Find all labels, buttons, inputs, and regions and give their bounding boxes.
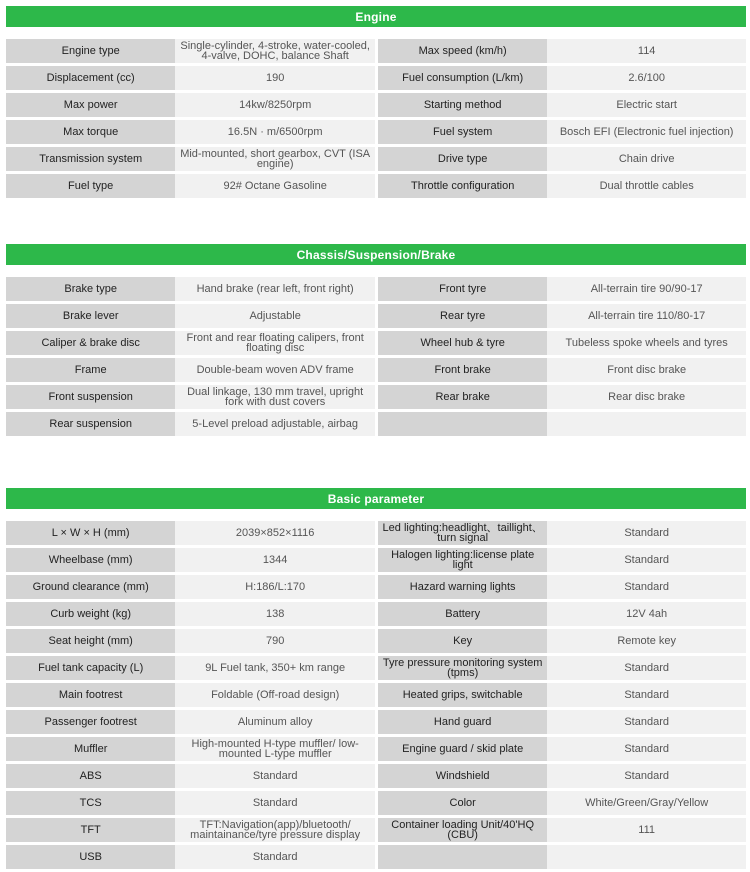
spec-row: [6, 764, 746, 788]
spec-value: Standard: [547, 764, 746, 788]
chassis-section-header: Chassis/Suspension/Brake: [6, 244, 746, 265]
spec-label: Engine guard / skid plate: [378, 737, 547, 761]
spec-row: [6, 412, 746, 436]
spec-label: TFT: [6, 818, 175, 842]
spec-row: [6, 521, 746, 545]
chassis-spec-table: [6, 274, 746, 439]
spec-label: USB: [6, 845, 175, 869]
spec-label: Seat height (mm): [6, 629, 175, 653]
spec-label: Tyre pressure monitoring system (tpms): [378, 656, 547, 680]
spec-label: Wheelbase (mm): [6, 548, 175, 572]
spec-value: 790: [175, 629, 375, 653]
spec-label: ABS: [6, 764, 175, 788]
spec-label: Starting method: [378, 93, 547, 117]
spec-value: Dual throttle cables: [547, 174, 746, 198]
spec-row: [6, 629, 746, 653]
spec-value: Standard: [547, 737, 746, 761]
spec-value: 114: [547, 39, 746, 63]
spec-label: TCS: [6, 791, 175, 815]
spec-row: [6, 737, 746, 761]
spec-label: Container loading Unit/40'HQ (CBU): [378, 818, 547, 842]
spec-row: [6, 548, 746, 572]
spec-label: Drive type: [378, 147, 547, 171]
spec-row: [6, 575, 746, 599]
spec-value: All-terrain tire 90/90-17: [547, 277, 746, 301]
spec-row: [6, 304, 746, 328]
spec-label: Caliper & brake disc: [6, 331, 175, 355]
spec-value: Standard: [175, 845, 375, 869]
spec-value: Standard: [175, 791, 375, 815]
spec-label: Rear suspension: [6, 412, 175, 436]
spec-row: [6, 818, 746, 842]
spec-label: Battery: [378, 602, 547, 626]
spec-value: All-terrain tire 110/80-17: [547, 304, 746, 328]
spec-label: Fuel type: [6, 174, 175, 198]
spec-value: [547, 845, 746, 869]
spec-label: Max torque: [6, 120, 175, 144]
basic-parameter-section-header: Basic parameter: [6, 488, 746, 509]
spec-label: Halogen lighting:license plate light: [378, 548, 547, 572]
spec-label: Frame: [6, 358, 175, 382]
spec-row: [6, 358, 746, 382]
spec-label: Brake type: [6, 277, 175, 301]
spec-label: Rear brake: [378, 385, 547, 409]
spec-value: Standard: [547, 575, 746, 599]
chassis-section: [6, 244, 746, 439]
spec-value: Double-beam woven ADV frame: [175, 358, 375, 382]
spec-value: 2.6/100: [547, 66, 746, 90]
spec-label: Wheel hub & tyre: [378, 331, 547, 355]
spec-value: Standard: [547, 710, 746, 734]
spec-row: [6, 385, 746, 409]
spec-value: 14kw/8250rpm: [175, 93, 375, 117]
spec-row: [6, 39, 746, 63]
spec-value: 1344: [175, 548, 375, 572]
spec-value: Remote key: [547, 629, 746, 653]
spec-value: Standard: [547, 521, 746, 545]
spec-value: Rear disc brake: [547, 385, 746, 409]
spec-value: Mid-mounted, short gearbox, CVT (ISA engine): [175, 147, 375, 171]
spec-row: [6, 120, 746, 144]
spec-label: Passenger footrest: [6, 710, 175, 734]
spec-value: Front and rear floating calipers, front floating disc: [175, 331, 375, 355]
spec-value: Bosch EFI (Electronic fuel injection): [547, 120, 746, 144]
spec-value: 190: [175, 66, 375, 90]
spec-label: Ground clearance (mm): [6, 575, 175, 599]
spec-value: Electric start: [547, 93, 746, 117]
spec-label: Fuel consumption (L/km): [378, 66, 547, 90]
spec-label: Throttle configuration: [378, 174, 547, 198]
spec-label: Hazard warning lights: [378, 575, 547, 599]
spec-label: Fuel tank capacity (L): [6, 656, 175, 680]
spec-value: 111: [547, 818, 746, 842]
spec-value: Single-cylinder, 4-stroke, water-cooled, 4-valve, DOHC, balance Shaft: [175, 39, 375, 63]
spec-value: High-mounted H-type muffler/ low-mounted L-type muffler: [175, 737, 375, 761]
spec-row: [6, 93, 746, 117]
spec-label: Muffler: [6, 737, 175, 761]
spec-label: Transmission system: [6, 147, 175, 171]
engine-section: [6, 6, 746, 201]
spec-row: [6, 791, 746, 815]
spec-value: 2039×852×1116: [175, 521, 375, 545]
spec-label: Key: [378, 629, 547, 653]
spec-label: Led lighting:headlight、taillight、turn signal: [378, 521, 547, 545]
spec-value: 16.5N · m/6500rpm: [175, 120, 375, 144]
spec-label: Front tyre: [378, 277, 547, 301]
spec-value: White/Green/Gray/Yellow: [547, 791, 746, 815]
spec-label: Rear tyre: [378, 304, 547, 328]
spec-label: Engine type: [6, 39, 175, 63]
spec-label: [378, 845, 547, 869]
spec-value: 5-Level preload adjustable, airbag: [175, 412, 375, 436]
spec-value: Tubeless spoke wheels and tyres: [547, 331, 746, 355]
spec-value: Standard: [175, 764, 375, 788]
spec-label: Max power: [6, 93, 175, 117]
spec-label: Front brake: [378, 358, 547, 382]
spec-label: Main footrest: [6, 683, 175, 707]
spec-row: [6, 710, 746, 734]
engine-section-header: Engine: [6, 6, 746, 27]
spec-label: Fuel system: [378, 120, 547, 144]
spec-value: 9L Fuel tank, 350+ km range: [175, 656, 375, 680]
spec-row: [6, 277, 746, 301]
spec-value: Front disc brake: [547, 358, 746, 382]
spec-value: Adjustable: [175, 304, 375, 328]
spec-value: 92# Octane Gasoline: [175, 174, 375, 198]
spec-value: Aluminum alloy: [175, 710, 375, 734]
spec-row: [6, 656, 746, 680]
spec-value: Standard: [547, 656, 746, 680]
spec-value: Dual linkage, 130 mm travel, upright fork with dust covers: [175, 385, 375, 409]
spec-value: 12V 4ah: [547, 602, 746, 626]
spec-row: [6, 174, 746, 198]
spec-label: Curb weight (kg): [6, 602, 175, 626]
basic-parameter-spec-table: [6, 518, 746, 872]
spec-label: Windshield: [378, 764, 547, 788]
spec-row: [6, 66, 746, 90]
spec-label: Hand guard: [378, 710, 547, 734]
spec-value: H:186/L:170: [175, 575, 375, 599]
spec-row: [6, 602, 746, 626]
spec-label: Color: [378, 791, 547, 815]
spec-value: 138: [175, 602, 375, 626]
spec-value: TFT:Navigation(app)/bluetooth/ maintainance/tyre pressure display: [175, 818, 375, 842]
spec-label: L × W × H (mm): [6, 521, 175, 545]
spec-label: Displacement (cc): [6, 66, 175, 90]
spec-label: Brake lever: [6, 304, 175, 328]
spec-row: [6, 147, 746, 171]
spec-label: [378, 412, 547, 436]
spec-label: Front suspension: [6, 385, 175, 409]
spec-value: Chain drive: [547, 147, 746, 171]
spec-label: Max speed (km/h): [378, 39, 547, 63]
spec-value: Standard: [547, 548, 746, 572]
spec-value: [547, 412, 746, 436]
spec-value: Hand brake (rear left, front right): [175, 277, 375, 301]
spec-label: Heated grips, switchable: [378, 683, 547, 707]
spec-value: Standard: [547, 683, 746, 707]
spec-row: [6, 683, 746, 707]
engine-spec-table: [6, 36, 746, 201]
spec-value: Foldable (Off-road design): [175, 683, 375, 707]
spec-row: [6, 331, 746, 355]
basic-parameter-section: [6, 488, 746, 872]
spec-row: [6, 845, 746, 869]
